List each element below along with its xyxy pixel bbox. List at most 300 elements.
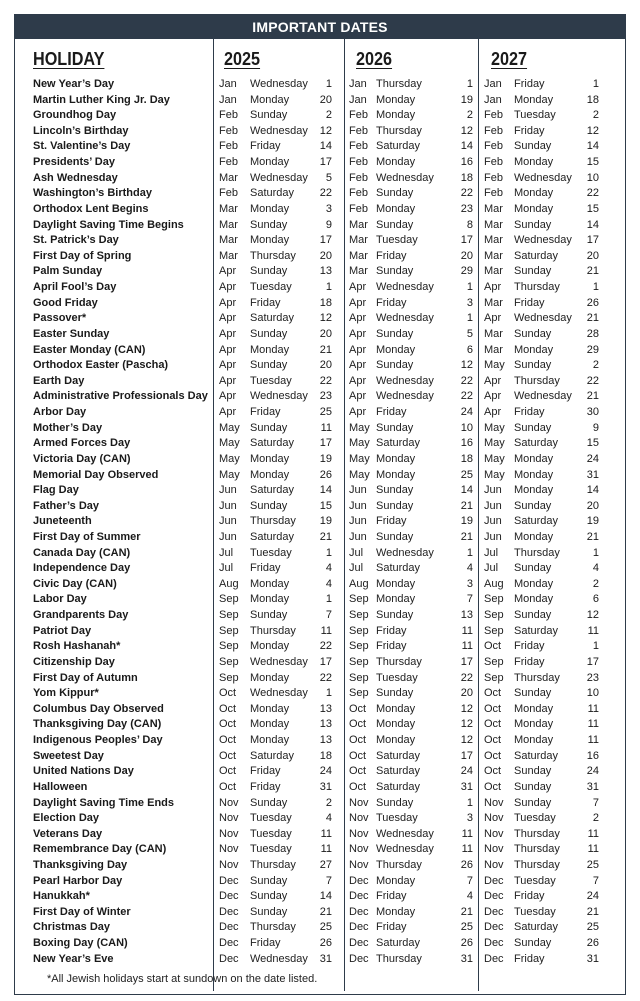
holiday-name: Halloween: [33, 780, 88, 793]
weekday-2027: Sunday: [514, 937, 552, 950]
day-number-2025: 1: [325, 687, 332, 700]
weekday-2027: Wednesday: [514, 234, 572, 247]
weekday-2025: Saturday: [250, 437, 295, 450]
month-2027: May: [484, 452, 505, 465]
weekday-2027: Friday: [514, 124, 545, 137]
weekday-2025: Monday: [250, 343, 290, 356]
day-number-2027: 1: [592, 640, 599, 653]
day-number-2026: 16: [460, 156, 473, 169]
weekday-2025: Thursday: [250, 859, 296, 871]
day-number-2026: 1: [466, 78, 473, 90]
day-number-2025: 17: [319, 437, 332, 450]
month-2027: Jul: [484, 546, 499, 559]
holiday-name: Groundhog Day: [33, 109, 117, 122]
month-2025: Nov: [219, 843, 239, 856]
weekday-2025: Thursday: [250, 249, 296, 262]
day-number-2025: 17: [319, 234, 332, 247]
month-2027: Jul: [484, 562, 499, 575]
day-number-2026: 1: [466, 312, 473, 325]
day-number-2026: 20: [460, 687, 473, 700]
day-number-2025: 14: [319, 890, 332, 903]
table-row: [15, 608, 625, 624]
month-2025: Jan: [219, 78, 237, 90]
weekday-2026: Wednesday: [376, 171, 434, 184]
weekday-2026: Sunday: [376, 359, 414, 372]
month-2025: Mar: [219, 249, 238, 262]
weekday-2026: Saturday: [376, 562, 421, 575]
table-row: [15, 671, 625, 687]
month-2027: Sep: [484, 624, 504, 637]
month-2026: Jun: [349, 530, 367, 543]
day-number-2027: 25: [586, 859, 599, 871]
month-2026: Feb: [349, 140, 368, 153]
weekday-2026: Thursday: [376, 655, 422, 668]
month-2026: Apr: [349, 281, 367, 294]
holiday-name: Yom Kippur*: [33, 687, 99, 700]
day-number-2026: 19: [460, 515, 473, 528]
weekday-2025: Saturday: [250, 484, 295, 497]
weekday-2025: Sunday: [250, 890, 288, 903]
day-number-2026: 11: [461, 827, 473, 840]
month-2027: Feb: [484, 140, 503, 153]
table-row: [15, 858, 625, 874]
day-number-2027: 2: [592, 577, 599, 590]
month-2026: Sep: [349, 640, 369, 653]
holiday-name: Canada Day (CAN): [33, 546, 131, 559]
holiday-name: Good Friday: [33, 296, 98, 309]
weekday-2027: Sunday: [514, 421, 552, 434]
day-number-2025: 20: [319, 249, 332, 262]
weekday-2025: Friday: [250, 296, 281, 309]
table-row: [15, 530, 625, 546]
month-2027: Oct: [484, 702, 502, 715]
month-2026: Oct: [349, 734, 367, 747]
holiday-name: Presidents’ Day: [33, 156, 115, 169]
month-2026: Feb: [349, 171, 368, 184]
day-number-2025: 19: [319, 515, 332, 528]
weekday-2025: Saturday: [250, 530, 295, 543]
weekday-2027: Thursday: [514, 281, 560, 294]
weekday-2025: Monday: [250, 671, 290, 684]
weekday-2026: Monday: [376, 202, 416, 215]
weekday-2025: Sunday: [250, 796, 288, 809]
day-number-2025: 20: [319, 359, 332, 372]
day-number-2027: 1: [592, 281, 599, 294]
day-number-2026: 12: [460, 124, 473, 137]
holiday-name: United Nations Day: [33, 765, 134, 778]
weekday-2025: Sunday: [250, 109, 288, 122]
holiday-name: Easter Sunday: [33, 327, 110, 340]
month-2025: Jan: [219, 93, 237, 106]
month-2025: Apr: [219, 359, 237, 372]
day-number-2025: 24: [319, 765, 332, 778]
month-2025: Oct: [219, 765, 237, 778]
day-number-2027: 9: [592, 421, 599, 434]
month-2025: Apr: [219, 296, 237, 309]
month-2027: Mar: [484, 249, 503, 262]
holiday-name: Earth Day: [33, 374, 85, 387]
day-number-2025: 1: [325, 78, 332, 90]
day-number-2027: 23: [586, 671, 599, 684]
day-number-2027: 21: [586, 312, 599, 325]
year-2025-header: 2025: [224, 49, 261, 69]
month-2025: Oct: [219, 749, 237, 762]
weekday-2026: Monday: [376, 734, 416, 747]
day-number-2027: 11: [587, 624, 599, 637]
day-number-2026: 20: [460, 249, 473, 262]
holiday-name: Daylight Saving Time Begins: [33, 218, 184, 231]
month-2026: Feb: [349, 202, 368, 215]
table-row: [15, 374, 625, 390]
table-row: [15, 717, 625, 733]
day-number-2025: 1: [325, 281, 332, 294]
weekday-2027: Sunday: [514, 687, 552, 700]
weekday-2025: Saturday: [250, 312, 295, 325]
weekday-2026: Friday: [376, 624, 407, 637]
day-number-2027: 22: [586, 187, 599, 200]
day-number-2027: 26: [586, 937, 599, 950]
day-number-2027: 20: [586, 499, 599, 512]
weekday-2026: Monday: [376, 874, 416, 887]
weekday-2027: Monday: [514, 734, 554, 747]
month-2025: Jul: [219, 546, 234, 559]
weekday-2027: Tuesday: [514, 874, 556, 887]
month-2027: May: [484, 437, 505, 450]
month-2026: Sep: [349, 593, 369, 606]
table-row: [15, 874, 625, 890]
holiday-name: Boxing Day (CAN): [33, 937, 128, 950]
holiday-name: Patriot Day: [33, 624, 92, 637]
year-2027-header: 2027: [491, 49, 528, 69]
month-2026: Jun: [349, 515, 367, 528]
month-2026: Apr: [349, 390, 367, 403]
month-2025: Feb: [219, 140, 238, 153]
holiday-name: Flag Day: [33, 484, 79, 497]
weekday-2025: Saturday: [250, 187, 295, 200]
day-number-2025: 26: [319, 468, 332, 481]
holiday-name: Passover*: [33, 312, 87, 325]
day-number-2025: 31: [319, 952, 332, 965]
day-number-2025: 7: [325, 874, 332, 887]
day-number-2025: 21: [319, 343, 332, 356]
month-2026: Apr: [349, 359, 367, 372]
weekday-2026: Wednesday: [376, 281, 434, 294]
month-2026: Dec: [349, 905, 369, 918]
month-2025: Dec: [219, 890, 239, 903]
table-row: [15, 639, 625, 655]
month-2025: Sep: [219, 671, 239, 684]
day-number-2025: 25: [319, 921, 332, 934]
month-2025: Mar: [219, 218, 238, 231]
month-2025: Apr: [219, 343, 237, 356]
day-number-2025: 20: [319, 327, 332, 340]
weekday-2027: Wednesday: [514, 171, 572, 184]
table-row: [15, 327, 625, 343]
weekday-2026: Sunday: [376, 687, 414, 700]
weekday-2025: Monday: [250, 593, 290, 606]
month-2026: Feb: [349, 124, 368, 137]
day-number-2026: 6: [466, 343, 473, 356]
day-number-2026: 22: [460, 374, 473, 387]
month-2026: Feb: [349, 156, 368, 169]
month-2026: Sep: [349, 624, 369, 637]
day-number-2027: 31: [586, 468, 599, 481]
weekday-2026: Sunday: [376, 796, 414, 809]
weekday-2027: Sunday: [514, 780, 552, 793]
day-number-2027: 14: [586, 218, 599, 231]
weekday-2026: Monday: [376, 468, 416, 481]
weekday-2025: Tuesday: [250, 546, 292, 559]
day-number-2026: 18: [460, 452, 473, 465]
day-number-2026: 1: [466, 546, 473, 559]
table-row: [15, 155, 625, 171]
weekday-2027: Wednesday: [514, 390, 572, 403]
month-2026: Dec: [349, 890, 369, 903]
weekday-2027: Sunday: [514, 609, 552, 622]
month-2027: Mar: [484, 202, 503, 215]
holiday-name: Christmas Day: [33, 921, 111, 934]
weekday-2027: Thursday: [514, 546, 560, 559]
month-2025: Dec: [219, 937, 239, 950]
table-row: [15, 108, 625, 124]
weekday-2025: Sunday: [250, 327, 288, 340]
weekday-2026: Monday: [376, 93, 416, 106]
table-row: [15, 452, 625, 468]
weekday-2026: Saturday: [376, 437, 421, 450]
day-number-2025: 13: [319, 718, 332, 731]
day-number-2025: 4: [325, 812, 332, 825]
month-2026: Sep: [349, 655, 369, 668]
weekday-2026: Sunday: [376, 265, 414, 278]
weekday-2026: Thursday: [376, 952, 422, 965]
weekday-2026: Monday: [376, 156, 416, 169]
weekday-2025: Tuesday: [250, 281, 292, 294]
table-row: [15, 624, 625, 640]
weekday-2026: Monday: [376, 905, 416, 918]
day-number-2026: 22: [460, 187, 473, 200]
day-number-2026: 14: [460, 140, 473, 153]
month-2027: Oct: [484, 734, 502, 747]
day-number-2025: 11: [320, 827, 332, 840]
month-2025: Apr: [219, 406, 237, 419]
table-row: [15, 780, 625, 796]
day-number-2027: 31: [586, 780, 599, 793]
day-number-2026: 1: [466, 281, 473, 294]
month-2025: Jul: [219, 562, 234, 575]
day-number-2026: 10: [460, 421, 473, 434]
weekday-2027: Monday: [514, 593, 554, 606]
day-number-2027: 12: [586, 124, 599, 137]
weekday-2027: Sunday: [514, 265, 552, 278]
day-number-2026: 8: [466, 218, 473, 231]
month-2025: Apr: [219, 281, 237, 294]
weekday-2025: Wednesday: [250, 171, 308, 184]
weekday-2027: Sunday: [514, 218, 552, 231]
holiday-name: Mother’s Day: [33, 421, 103, 434]
day-number-2026: 22: [460, 390, 473, 403]
day-number-2027: 4: [592, 562, 599, 575]
day-number-2025: 4: [325, 577, 332, 590]
weekday-2026: Wednesday: [376, 312, 434, 325]
month-2026: Oct: [349, 702, 367, 715]
weekday-2027: Friday: [514, 952, 545, 965]
month-2025: Dec: [219, 921, 239, 934]
day-number-2027: 6: [592, 593, 599, 606]
weekday-2027: Sunday: [514, 359, 552, 372]
month-2026: Oct: [349, 780, 367, 793]
month-2027: Apr: [484, 390, 502, 403]
table-row: [15, 811, 625, 827]
month-2026: Dec: [349, 874, 369, 887]
day-number-2027: 15: [586, 156, 599, 169]
day-number-2027: 15: [586, 437, 599, 450]
holiday-name: St. Patrick’s Day: [33, 234, 119, 247]
weekday-2025: Monday: [250, 718, 290, 731]
table-row: [15, 733, 625, 749]
weekday-2027: Thursday: [514, 374, 560, 387]
weekday-2026: Tuesday: [376, 234, 418, 247]
weekday-2027: Sunday: [514, 765, 552, 778]
day-number-2025: 2: [325, 109, 332, 122]
month-2027: Jan: [484, 93, 502, 106]
month-2025: Jun: [219, 484, 237, 497]
weekday-2026: Sunday: [376, 499, 414, 512]
weekday-2027: Tuesday: [514, 109, 556, 122]
month-2027: May: [484, 468, 505, 481]
table-row: [15, 124, 625, 140]
weekday-2025: Wednesday: [250, 655, 308, 668]
day-number-2027: 10: [586, 687, 599, 700]
day-number-2025: 21: [319, 905, 332, 918]
day-number-2025: 23: [319, 390, 332, 403]
month-2026: Apr: [349, 406, 367, 419]
holiday-name: Ash Wednesday: [33, 171, 118, 184]
day-number-2027: 24: [586, 765, 599, 778]
day-number-2026: 21: [460, 530, 473, 543]
holiday-name: Hanukkah*: [33, 890, 90, 903]
weekday-2025: Monday: [250, 734, 290, 747]
table-banner: IMPORTANT DATES: [15, 15, 625, 39]
holiday-name: Victoria Day (CAN): [33, 452, 131, 465]
weekday-2026: Friday: [376, 296, 407, 309]
month-2027: Mar: [484, 218, 503, 231]
month-2026: Mar: [349, 218, 368, 231]
month-2025: Nov: [219, 796, 239, 809]
holiday-name: First Day of Autumn: [33, 671, 138, 684]
table-row: [15, 936, 625, 952]
day-number-2026: 24: [460, 765, 473, 778]
month-2026: Dec: [349, 952, 369, 965]
weekday-2027: Saturday: [514, 437, 559, 450]
weekday-2026: Monday: [376, 593, 416, 606]
weekday-2026: Tuesday: [376, 671, 418, 684]
month-2025: Dec: [219, 905, 239, 918]
day-number-2025: 1: [325, 546, 332, 559]
day-number-2025: 22: [319, 671, 332, 684]
holiday-name: Civic Day (CAN): [33, 577, 117, 590]
day-number-2027: 10: [586, 171, 599, 184]
month-2025: Oct: [219, 687, 237, 700]
day-number-2026: 21: [460, 499, 473, 512]
day-number-2026: 17: [460, 655, 473, 668]
weekday-2025: Tuesday: [250, 812, 292, 825]
month-2026: Mar: [349, 265, 368, 278]
month-2025: Oct: [219, 702, 237, 715]
month-2027: Dec: [484, 890, 504, 903]
month-2025: Mar: [219, 234, 238, 247]
weekday-2025: Friday: [250, 406, 281, 419]
weekday-2025: Saturday: [250, 749, 295, 762]
day-number-2027: 24: [586, 890, 599, 903]
month-2025: Apr: [219, 374, 237, 387]
weekday-2025: Friday: [250, 562, 281, 575]
weekday-2027: Sunday: [514, 327, 552, 340]
weekday-2025: Tuesday: [250, 827, 292, 840]
weekday-2025: Monday: [250, 468, 290, 481]
weekday-2027: Monday: [514, 577, 554, 590]
month-2027: Mar: [484, 343, 503, 356]
month-2025: Jun: [219, 515, 237, 528]
table-row: [15, 889, 625, 905]
month-2026: May: [349, 452, 370, 465]
weekday-2026: Wednesday: [376, 827, 434, 840]
weekday-2026: Monday: [376, 343, 416, 356]
holiday-name: Administrative Professionals Day: [33, 390, 208, 403]
month-2025: May: [219, 452, 240, 465]
weekday-2027: Thursday: [514, 843, 560, 856]
day-number-2026: 11: [461, 624, 473, 637]
table-row: [15, 93, 625, 109]
day-number-2026: 29: [460, 265, 473, 278]
day-number-2025: 14: [319, 140, 332, 153]
weekday-2026: Saturday: [376, 765, 421, 778]
day-number-2027: 26: [586, 296, 599, 309]
month-2025: Nov: [219, 859, 239, 871]
day-number-2027: 20: [586, 249, 599, 262]
weekday-2026: Friday: [376, 406, 407, 419]
day-number-2027: 17: [586, 655, 599, 668]
weekday-2026: Sunday: [376, 530, 414, 543]
month-2026: May: [349, 437, 370, 450]
month-2025: Aug: [219, 577, 239, 590]
day-number-2026: 16: [460, 437, 473, 450]
weekday-2025: Monday: [250, 93, 290, 106]
day-number-2027: 2: [592, 812, 599, 825]
day-number-2027: 11: [587, 734, 599, 747]
month-2026: Apr: [349, 327, 367, 340]
weekday-2027: Monday: [514, 202, 554, 215]
day-number-2027: 11: [587, 843, 599, 856]
holiday-name: New Year’s Eve: [33, 952, 114, 965]
day-number-2027: 21: [586, 265, 599, 278]
weekday-2027: Friday: [514, 640, 545, 653]
holiday-name: Memorial Day Observed: [33, 468, 159, 481]
month-2027: Feb: [484, 124, 503, 137]
holiday-name: Thanksgiving Day (CAN): [33, 718, 162, 731]
table-row: [15, 686, 625, 702]
day-number-2025: 15: [319, 499, 332, 512]
holiday-name: Palm Sunday: [33, 265, 103, 278]
day-number-2025: 14: [319, 484, 332, 497]
day-number-2027: 11: [587, 702, 599, 715]
weekday-2025: Monday: [250, 202, 290, 215]
month-2026: Nov: [349, 859, 369, 871]
month-2025: May: [219, 437, 240, 450]
day-number-2027: 11: [587, 827, 599, 840]
day-number-2026: 12: [460, 734, 473, 747]
month-2027: Sep: [484, 671, 504, 684]
day-number-2025: 4: [325, 562, 332, 575]
